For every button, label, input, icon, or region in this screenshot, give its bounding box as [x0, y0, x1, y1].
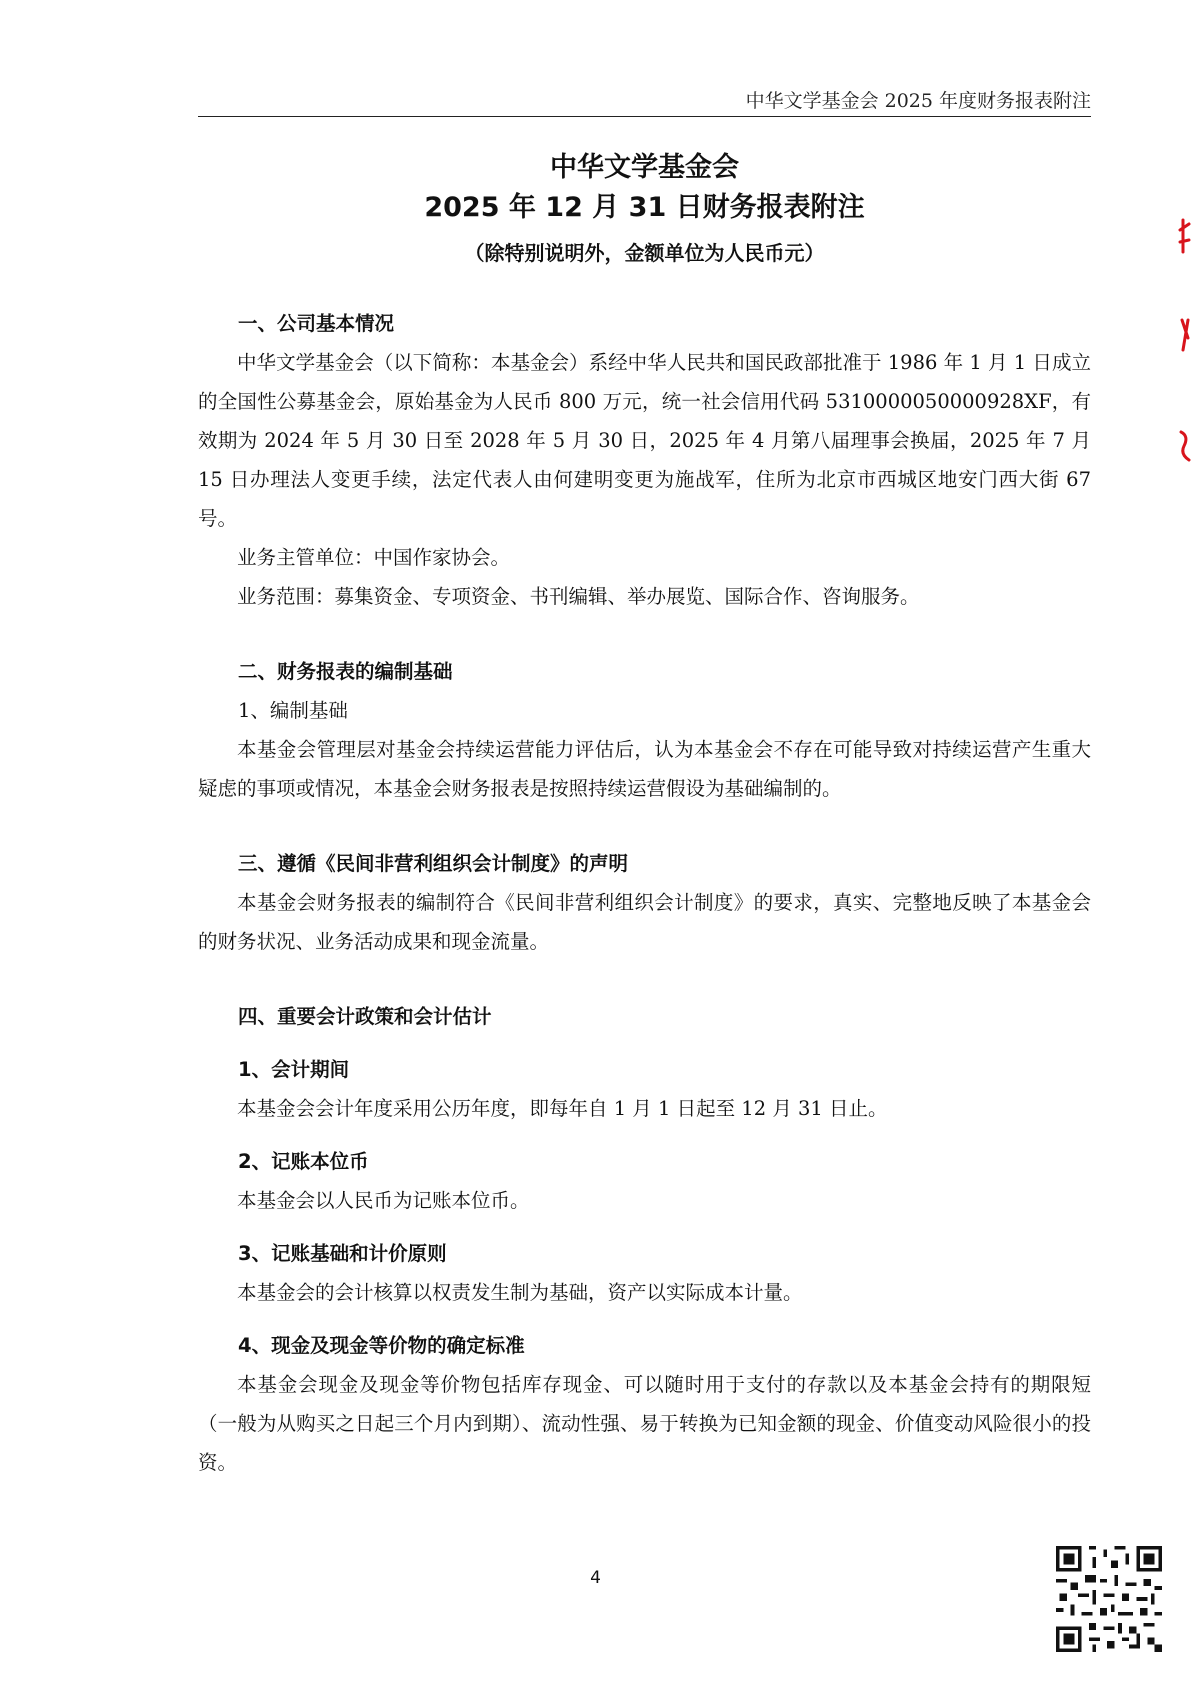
section2-paragraph: 本基金会管理层对基金会持续运营能力评估后，认为本基金会不存在可能导致对持续运营产生重大疑虑的事项或情况，本基金会财务报表是按照持续运营假设为基础编制的。 [198, 738, 1091, 800]
section-heading-3: 三、遵循《民间非营利组织会计制度》的声明 [238, 852, 629, 875]
document-title: 2025 年 12 月 31 日财务报表附注 [424, 192, 865, 223]
header-rule [198, 116, 1091, 117]
section-heading-1: 一、公司基本情况 [238, 312, 395, 335]
running-header: 中华文学基金会 2025 年度财务报表附注 [745, 90, 1091, 112]
section2-subheading: 1、编制基础 [238, 699, 348, 722]
section1-business-scope: 业务范围：募集资金、专项资金、书刊编辑、举办展览、国际合作、咨询服务。 [237, 585, 920, 608]
notes-body [198, 304, 1091, 1482]
page-number: 4 [590, 1568, 601, 1588]
policy-text: 本基金会的会计核算以权责发生制为基础，资产以实际成本计量。 [237, 1281, 803, 1304]
policy-title: 1、会计期间 [238, 1058, 350, 1081]
policy-title: 4、现金及现金等价物的确定标准 [238, 1334, 525, 1357]
policy-title: 2、记账本位币 [238, 1150, 369, 1173]
qr-code [1056, 1546, 1162, 1652]
section3-paragraph: 本基金会财务报表的编制符合《民间非营利组织会计制度》的要求，真实、完整地反映了本基金会的财务状况、业务活动成果和现金流量。 [198, 891, 1091, 953]
policy-title: 3、记账基础和计价原则 [238, 1242, 447, 1265]
section-heading-2: 二、财务报表的编制基础 [238, 660, 453, 683]
policy-text: 本基金会会计年度采用公历年度，即每年自 1 月 1 日起至 12 月 31 日止。 [237, 1097, 888, 1120]
unit-note: （除特别说明外，金额单位为人民币元） [464, 241, 825, 265]
section1-paragraph: 中华文学基金会（以下简称：本基金会）系经中华人民共和国民政部批准于 1986 年 1 月 1 日成立的全国性公募基金会，原始基金为人民币 800 万元，统一社会信用代码 5310000050000928XF，有效期为 2024 年 5 月 30 日至 2028 年 5 月 30 日，2025 年 4 月第八届理事会换届，2025 年 7 月 15 日办理法人变更手续，法定代表人由何建明变更为施战军，住所为北京市西城区地安门西大街 67 号。 [198, 351, 1091, 530]
section-heading-4: 四、重要会计政策和会计估计 [238, 1005, 492, 1028]
org-title: 中华文学基金会 [550, 152, 739, 183]
policy-text: 本基金会以人民币为记账本位币。 [237, 1189, 530, 1212]
title-block [198, 148, 1091, 270]
section1-supervisor: 业务主管单位：中国作家协会。 [237, 546, 511, 569]
policy-text: 本基金会现金及现金等价物包括库存现金、可以随时用于支付的存款以及本基金会持有的期限短（一般为从购买之日起三个月内到期）、流动性强、易于转换为已知金额的现金、价值变动风险很小的投资。 [198, 1373, 1091, 1474]
seal-stamp-edge [1177, 210, 1191, 470]
